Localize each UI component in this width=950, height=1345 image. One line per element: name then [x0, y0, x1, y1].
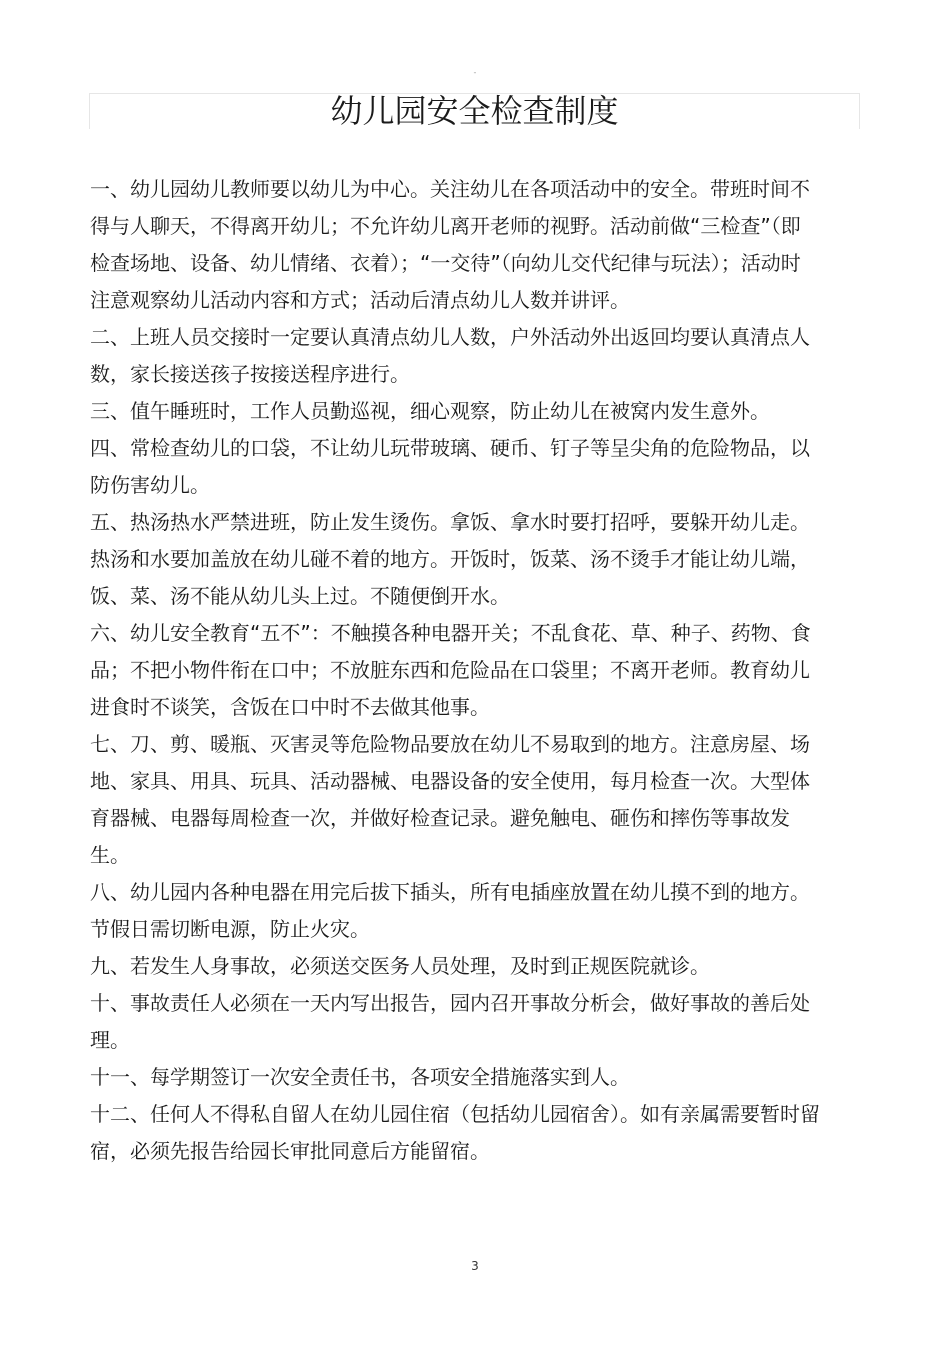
paragraph-7: 七、刀、剪、暖瓶、灭害灵等危险物品要放在幼儿不易取到的地方。注意房屋、场地、家具、用具、玩具、活动器械、电器设备的安全使用，每月检查一次。大型体育器械、电器每周检查一次，并做好检查记录。避免触电、砸伤和摔伤等事故发生。 [90, 732, 810, 867]
paragraph-12: 十二、任何人不得私自留人在幼儿园住宿（包括幼儿园宿舍）。如有亲属需要暂时留宿，必须先报告给园长审批同意后方能留宿。 [90, 1102, 820, 1163]
page-number: 3 [471, 1259, 479, 1273]
paragraph-8: 八、幼儿园内各种电器在用完后拔下插头，所有电插座放置在幼儿摸不到的地方。节假日需切断电源，防止火灾。 [90, 880, 810, 941]
paragraph-10: 十、事故责任人必须在一天内写出报告，园内召开事故分析会，做好事故的善后处理。 [90, 991, 810, 1052]
header-mark: - [473, 68, 477, 77]
paragraph-3: 三、值午睡班时，工作人员勤巡视，细心观察，防止幼儿在被窝内发生意外。 [90, 399, 770, 423]
paragraph-1: 一、幼儿园幼儿教师要以幼儿为中心。关注幼儿在各项活动中的安全。带班时间不得与人聊天，不得离开幼儿；不允许幼儿离开老师的视野。活动前做“三检查”（即检查场地、设备、幼儿情绪、衣着）；“一交待”（向幼儿交代纪律与玩法）；活动时注意观察幼儿活动内容和方式；活动后清点幼儿人数并讲评。 [90, 177, 810, 312]
paragraph-9: 九、若发生人身事故，必须送交医务人员处理，及时到正规医院就诊。 [90, 954, 710, 978]
paragraph-2: 二、上班人员交接时一定要认真清点幼儿人数，户外活动外出返回均要认真清点人数，家长接送孩子按接送程序进行。 [90, 325, 810, 386]
paragraph-4: 四、常检查幼儿的口袋，不让幼儿玩带玻璃、硬币、钉子等呈尖角的危险物品，以防伤害幼儿。 [90, 436, 810, 497]
paragraph-11: 十一、每学期签订一次安全责任书，各项安全措施落实到人。 [90, 1065, 630, 1089]
document-body [90, 171, 820, 1170]
paragraph-6: 六、幼儿安全教育“五不”：不触摸各种电器开关；不乱食花、草、种子、药物、食品；不把小物件衔在口中；不放脏东西和危险品在口袋里；不离开老师。教育幼儿进食时不谈笑，含饭在口中时不去做其他事。 [90, 621, 811, 719]
page-title: 幼儿园安全检查制度 [330, 92, 619, 130]
paragraph-5: 五、热汤热水严禁进班，防止发生烫伤。拿饭、拿水时要打招呼，要躲开幼儿走。热汤和水要加盖放在幼儿碰不着的地方。开饭时，饭菜、汤不烫手才能让幼儿端，饭、菜、汤不能从幼儿头上过。不随便倒开水。 [90, 510, 810, 608]
